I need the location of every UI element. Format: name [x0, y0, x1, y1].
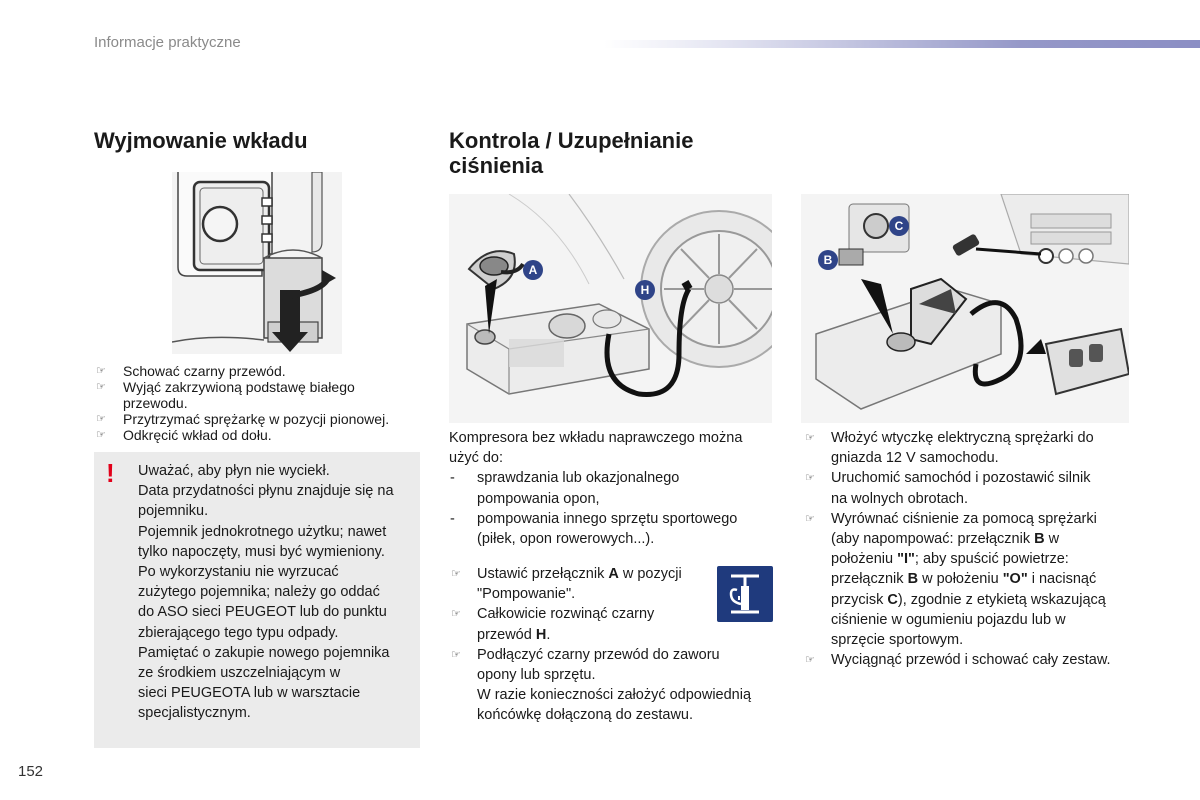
warning-line: pojemniku. [138, 503, 209, 520]
warning-line: zużytego pojemnika; należy go oddać [138, 584, 380, 601]
pointing-hand-icon: ☞ [96, 365, 106, 377]
list-item: ☞ Wyciągnąć przewód i schować cały zestaw. [803, 650, 1143, 670]
warning-line: sieci PEUGEOTA lub w warsztacie [138, 685, 361, 702]
list-item: ☞ Ustawić przełącznik A w pozycji "Pompowanie". [451, 566, 682, 603]
warning-line: ze środkiem uszczelniającym w [138, 665, 341, 682]
list-item: ☞ Włożyć wtyczkę elektryczną sprężarki do gniazda 12 V samochodu. [805, 430, 1094, 467]
compressor-tyre-illustration [449, 194, 772, 423]
warning-line: do ASO sieci PEUGEOT lub do punktu [138, 604, 387, 621]
header-section-label: Informacje praktyczne [94, 34, 241, 51]
list-item: ☞ Całkowicie rozwinąć czarny przewód H. [451, 606, 655, 643]
middle-intro: Kompresora bez wkładu naprawczego można użyć do: - sprawdzania lub okazjonalnego pompowania opon, - pompowania innego sprzętu sportowego (piłek, opon rowerowych...). [449, 428, 779, 549]
pump-icon [717, 566, 773, 622]
pointing-hand-icon: ☞ [805, 472, 815, 485]
warning-line: zbierającego tego typu odpady. [138, 624, 339, 641]
warning-line: specjalistycznym. [138, 705, 251, 722]
warning-line: Uważać, aby płyn nie wyciekł. [138, 463, 330, 479]
warning-line: tylko napoczęty, musi być wymieniony. [138, 543, 385, 560]
pointing-hand-icon: ☞ [96, 381, 106, 393]
warning-box [94, 452, 420, 748]
left-steps-list [94, 363, 424, 443]
callout-c: C [894, 219, 904, 233]
pointing-hand-icon: ☞ [451, 648, 461, 661]
right-steps [803, 428, 1143, 670]
callout-a: A [528, 263, 538, 277]
list-item: ☞ Wyrównać ciśnienie za pomocą sprężarki (aby napompować: przełącznik B w położeniu "I"; aby spuścić powietrze: przełącznik B w położeniu "O" i nacisnąć przycisk C), zgodnie z etykietą wskazującą ciśnienie w ogumieniu pojazdu lub w sprzęcie sportowym. [805, 510, 1106, 649]
socket-compressor-illustration [801, 194, 1129, 423]
list-item: ☞ Uruchomić samochód i pozostawić silnik na wolnych obrotach. [805, 470, 1091, 507]
list-item: ☞ Podłączyć czarny przewód do zaworu opony lub sprzętu. W razie konieczności założyć odpowiednią końcówkę dołączoną do zestawu. [451, 646, 752, 724]
pointing-hand-icon: ☞ [805, 432, 815, 444]
pointing-hand-icon: ☞ [96, 413, 106, 425]
warning-line: Data przydatności płynu znajduje się na [138, 483, 394, 500]
pointing-hand-icon: ☞ [451, 568, 461, 580]
list-item: - sprawdzania lub okazjonalnego pompowania opon, [450, 470, 680, 507]
pointing-hand-icon: ☞ [805, 654, 815, 667]
page-number: 152 [18, 763, 44, 780]
callout-h: H [640, 283, 650, 297]
warning-line: Po wykorzystaniu nie wyrzucać [138, 564, 339, 581]
list-item: - pompowania innego sprzętu sportowego (piłek, opon rowerowych...). [450, 510, 738, 548]
middle-heading: Kontrola / Uzupełnianie ciśnienia [449, 128, 694, 178]
list-item: ☞ Przytrzymać sprężarkę w pozycji pionowej. [96, 411, 390, 427]
warning-icon: ! [106, 458, 115, 488]
header-gradient-bar [604, 40, 1200, 48]
warning-line: Pamiętać o zakupie nowego pojemnika [138, 644, 390, 661]
pointing-hand-icon: ☞ [805, 512, 815, 525]
list-item: ☞ Schować czarny przewód. [96, 363, 286, 379]
warning-text [138, 461, 408, 724]
callout-b: B [823, 253, 833, 267]
list-item: ☞ Wyjąć zakrzywioną podstawę białego [96, 379, 355, 395]
pointing-hand-icon: ☞ [96, 429, 106, 441]
cartridge-illustration [172, 172, 342, 354]
warning-line: Pojemnik jednokrotnego użytku; nawet [138, 523, 387, 540]
pointing-hand-icon: ☞ [451, 608, 461, 621]
list-item: ☞ Odkręcić wkład od dołu. [96, 427, 272, 443]
left-heading: Wyjmowanie wkładu [94, 128, 308, 153]
list-item-continuation: przewodu. [123, 395, 188, 411]
